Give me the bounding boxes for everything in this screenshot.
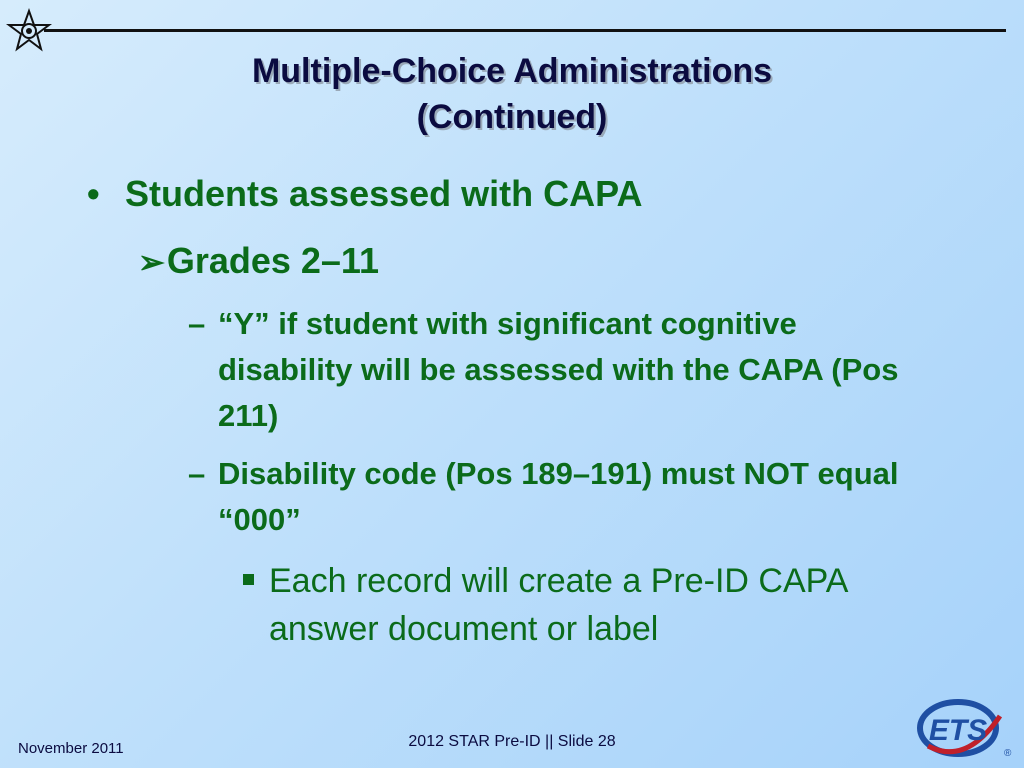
- bullet-level2: [138, 240, 379, 282]
- header-rule: [44, 29, 1006, 32]
- bullet-level2-text: Grades 2–11: [166, 240, 379, 281]
- bullet-level4-text: Each record will create a Pre-ID CAPA answer document or label: [269, 562, 847, 648]
- ets-logo-text: ETS: [928, 714, 988, 747]
- bullet-level1-text: Students assessed with CAPA: [125, 173, 643, 214]
- bullet-dot-icon: •: [87, 173, 100, 214]
- footer-slide-number: 2012 STAR Pre-ID || Slide 28: [408, 733, 616, 750]
- bullet-level3-text: “Y” if student with significant cognitive disability will be assessed with the CAPA (Pos 211): [218, 306, 899, 433]
- square-bullet-icon: [243, 574, 254, 585]
- dash-bullet-icon: –: [188, 456, 206, 491]
- slide-title-line1: Multiple-Choice Administrations: [251, 52, 773, 90]
- ets-registered-mark: ®: [1004, 748, 1012, 759]
- dash-bullet-icon: –: [188, 306, 206, 341]
- bullet-level3-text: Disability code (Pos 189–191) must NOT equal “000”: [218, 456, 899, 537]
- arrow-bullet-icon: ➢: [138, 244, 165, 280]
- footer-date: November 2011: [18, 740, 124, 757]
- slide-title-line2: (Continued): [416, 98, 608, 136]
- ets-logo: [916, 696, 1016, 760]
